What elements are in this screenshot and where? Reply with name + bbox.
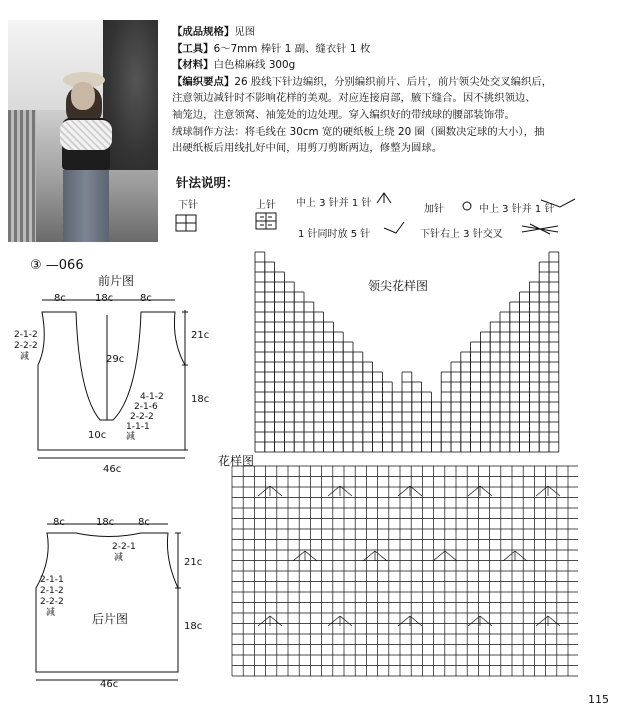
front-w-right: 8c [140,293,152,304]
tools-value: 6～7mm 棒针 1 副、缝衣针 1 枚 [213,42,371,55]
back-w-right: 8c [138,517,150,528]
size-value: 见图 [234,26,256,38]
legend-yo-label: 加针 [424,204,444,215]
collar-chart-title: 领尖花样图 [368,279,429,293]
pattern-chart-title: 花样图 [218,454,255,468]
legend-symbols [176,193,575,234]
front-h-bottom: 18c [191,394,210,405]
back-h-bottom: 18c [184,621,203,632]
points-value: 26 股线下针边编织，分别编织前片、后片，前片领尖处交叉编织后， [234,75,553,88]
tools-key: 【工具】 [172,42,214,55]
front-w-mid: 18c [95,293,114,304]
front-depth: 29c [106,354,125,365]
front-bottom-neck: 10c [88,430,107,441]
back-title: 后片图 [92,612,129,626]
back-w-left: 8c [53,517,65,528]
front-neck-dec: 4-1-2 2-1-6 2-2-2 1-1-1 减 [126,392,164,442]
legend-title: 针法说明： [176,175,239,190]
legend-knit-label: 下针 [178,200,198,211]
back-width: 46c [100,679,119,690]
points-key: 【编织要点】 [172,75,235,88]
spec-line-4: 绒球制作方法：将毛线在 30cm 宽的硬纸板上绕 20 圈（圈数决定球的大小），抽 [172,125,545,138]
back-piece [36,524,181,680]
collar-chart [255,252,559,452]
back-left-dec: 2-1-1 2-1-2 2-2-2 减 [40,575,64,618]
front-piece [38,300,188,458]
legend-cross-label: 下针右上 3 针交叉 [420,229,503,240]
size-key: 【成品规格】 [172,26,235,38]
spec-line-2: 注意领边减针时不影响花样的美观。对应连接肩部，腋下缝合。因不挑织领边、 [172,92,536,105]
material-key: 【材料】 [172,59,214,72]
back-h-top: 21c [184,557,203,568]
front-title: 前片图 [98,274,135,288]
pattern-number: ③ —066 [30,258,84,273]
legend-purl-label: 上针 [256,200,276,211]
spec-line-3: 袖笼边，注意领窝、袖笼处的边处理。穿入编织好的带绒球的腰部装饰带。 [172,108,515,121]
front-left-dec: 2-1-2 2-2-2 减 [14,330,38,362]
back-w-mid: 18c [96,517,115,528]
legend-inc5-label: 1 针同时放 5 针 [298,229,371,240]
front-w-left: 8c [54,293,66,304]
material-value: 白色棉麻线 300g [213,59,296,72]
front-width: 46c [103,464,122,475]
page-number: 115 [588,693,609,706]
legend-k3tog-label: 中上 3 针并 1 针 [296,198,372,209]
front-h-top: 21c [191,330,210,341]
back-neck-dec: 2-2-1 减 [112,542,136,563]
spec-line-5: 出硬纸板后用线扎好中间，用剪刀剪断两边，修整为圆球。 [172,142,443,155]
pattern-chart [232,466,578,676]
legend-k3tog2-label: 中上 3 针并 1 针 [479,204,555,215]
